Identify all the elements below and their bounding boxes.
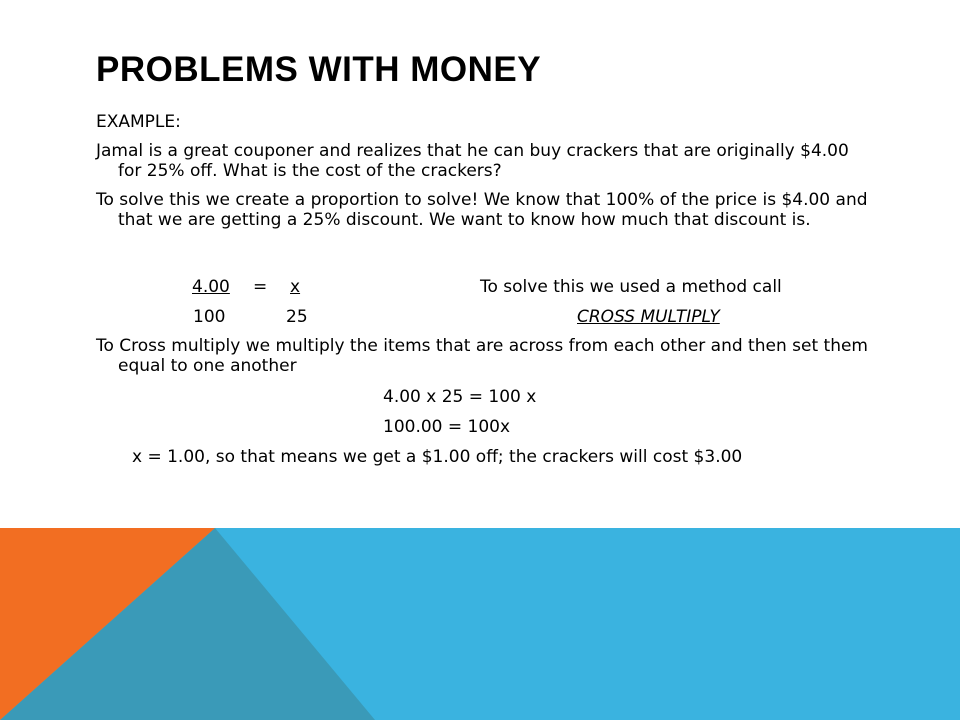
proportion-denominator-right: 25	[286, 307, 308, 327]
proportion-denominator-left: 100	[193, 307, 226, 327]
slide-title: PROBLEMS WITH MONEY	[96, 50, 542, 89]
slide-body	[96, 112, 876, 239]
cross-multiply-text: To Cross multiply we multiply the items that are across from each other and then set them equal to one another	[96, 336, 868, 376]
proportion-equals: =	[253, 277, 268, 297]
solution-intro: To solve this we create a proportion to solve! We know that 100% of the price is $4.00 and that we are getting a 25% discount. We want to know how much that discount is.	[96, 190, 868, 230]
proportion-numerator-left: 4.00	[192, 277, 230, 297]
method-name: CROSS MULTIPLY	[577, 307, 720, 327]
proportion-numerator-right: x	[290, 277, 301, 297]
step-one: 4.00 x 25 = 100 x	[383, 387, 537, 407]
step-two: 100.00 = 100x	[383, 417, 511, 437]
conclusion: x = 1.00, so that means we get a $1.00 off; the crackers will cost $3.00	[132, 447, 743, 467]
example-label: EXAMPLE:	[96, 112, 181, 132]
method-note: To solve this we used a method call	[480, 277, 782, 297]
decorative-footer	[0, 528, 960, 720]
problem-statement: Jamal is a great couponer and realizes that he can buy crackers that are originally $4.00 for 25% off. What is the cost of the crackers?	[96, 141, 849, 181]
cross-multiply-explanation	[96, 336, 876, 385]
